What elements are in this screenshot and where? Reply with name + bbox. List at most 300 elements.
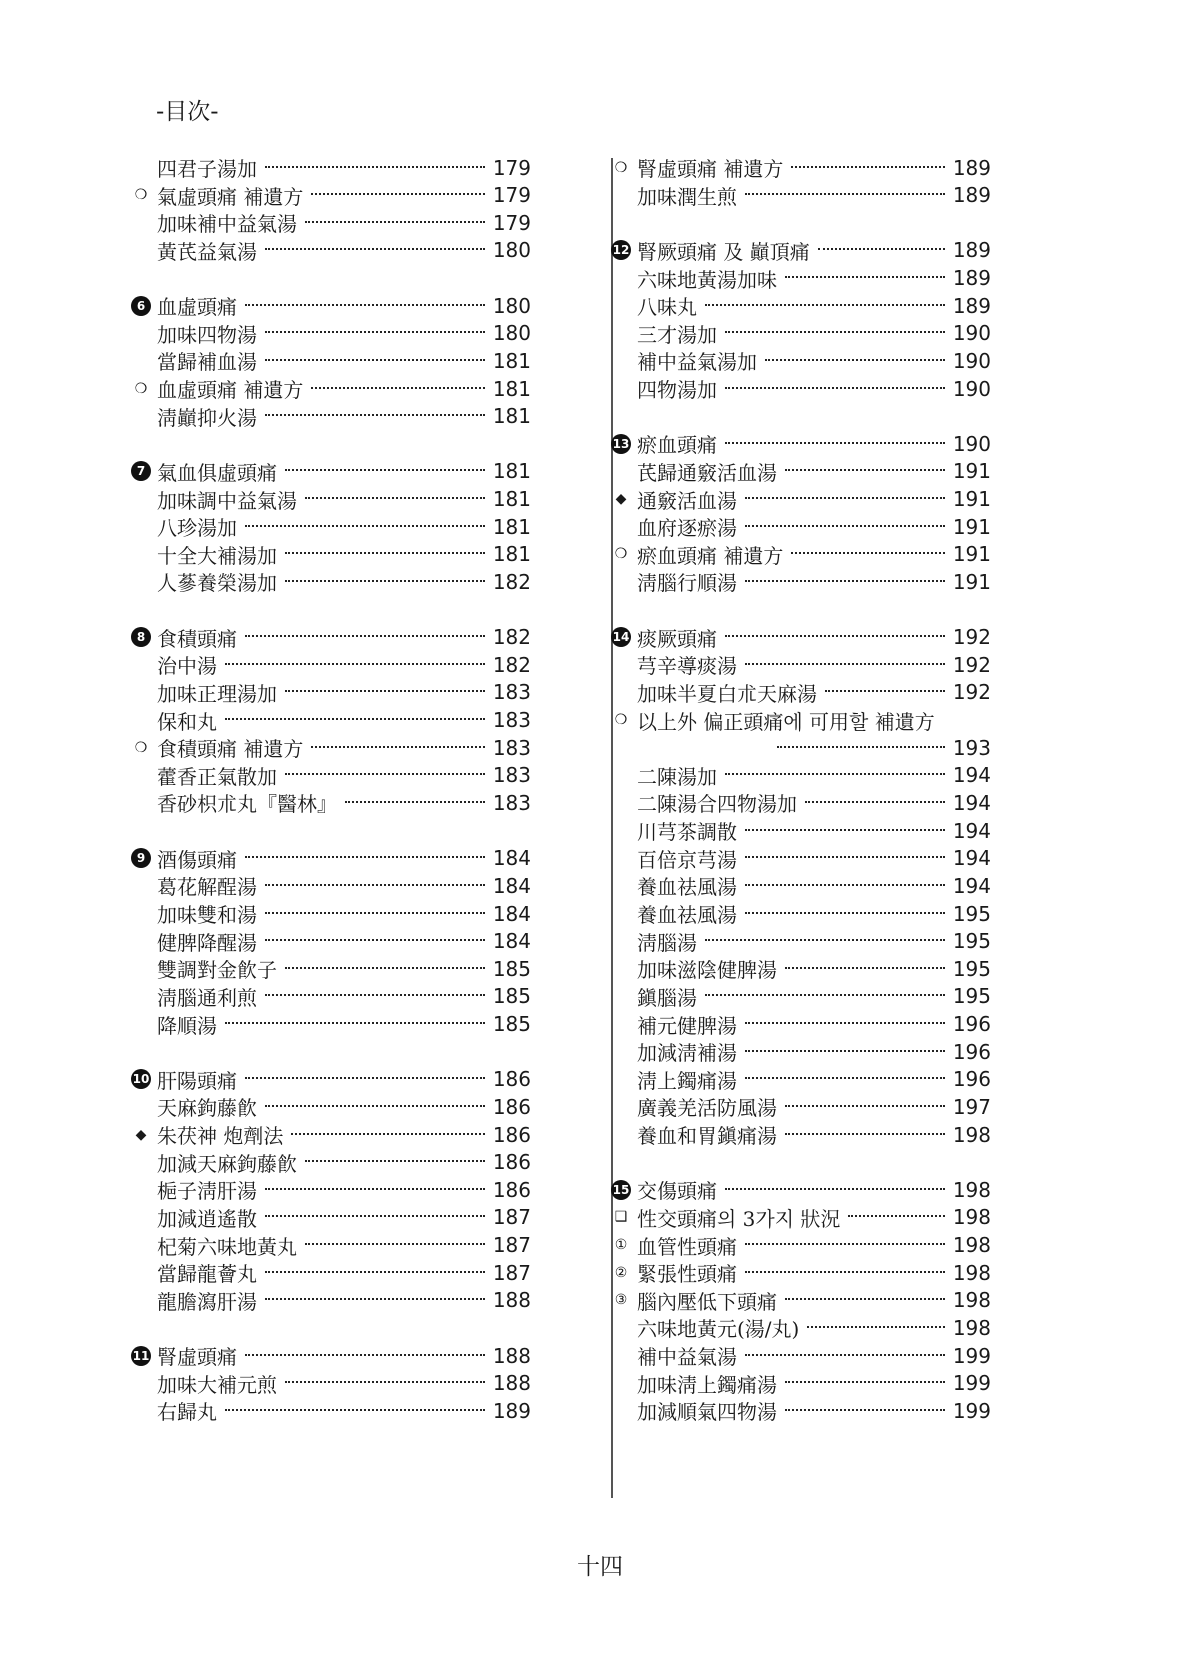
entry-title: 以上外 偏正頭痛에 可用할 補遺方 xyxy=(637,709,935,734)
entry-title: 保和丸 xyxy=(157,709,217,734)
toc-entry[interactable] xyxy=(131,1120,531,1149)
toc-entry[interactable] xyxy=(637,1341,991,1370)
entry-page-number: 188 xyxy=(492,1343,531,1368)
toc-entry[interactable] xyxy=(611,540,991,569)
entry-title: 加味潤生煎 xyxy=(637,184,737,209)
entry-page-number: 188 xyxy=(492,1288,531,1313)
entry-page-number: 189 xyxy=(952,266,991,291)
section-number-badge: 7 xyxy=(131,461,151,481)
bullet-icon: ◆ xyxy=(135,1126,147,1143)
toc-entry[interactable] xyxy=(637,346,991,375)
dot-leader xyxy=(265,1298,485,1300)
toc-entry[interactable] xyxy=(637,1369,991,1398)
entry-page-number: 191 xyxy=(952,542,991,567)
toc-section-heading[interactable] xyxy=(611,623,991,652)
dot-leader xyxy=(765,359,945,361)
toc-section-heading[interactable] xyxy=(611,236,991,265)
toc-entry[interactable] xyxy=(637,1396,991,1425)
dot-leader xyxy=(745,525,945,527)
entry-page-number: 198 xyxy=(952,1122,991,1147)
toc-entry[interactable] xyxy=(157,1175,531,1204)
dot-leader xyxy=(785,1105,945,1107)
entry-title: 血虛頭痛 補遺方 xyxy=(157,378,304,403)
entry-title: 健脾降醒湯 xyxy=(157,930,257,955)
toc-entry[interactable] xyxy=(611,1258,991,1287)
entry-title: 三才湯加 xyxy=(637,322,717,347)
dot-leader xyxy=(285,552,485,554)
entry-title: 加減天麻鉤藤飮 xyxy=(157,1151,297,1176)
dot-leader xyxy=(745,497,945,499)
entry-page-number: 183 xyxy=(492,680,531,705)
dot-leader xyxy=(745,1243,945,1245)
dot-leader xyxy=(265,359,485,361)
entry-title: 加味滋陰健脾湯 xyxy=(637,958,777,983)
entry-title: 加減順氣四物湯 xyxy=(637,1400,777,1425)
entry-title: 治中湯 xyxy=(157,654,217,679)
toc-section-heading[interactable] xyxy=(131,844,531,873)
toc-entry[interactable] xyxy=(157,512,531,541)
entry-title: 腎虛頭痛 補遺方 xyxy=(637,157,784,181)
entry-page-number: 196 xyxy=(952,1039,991,1064)
toc-entry[interactable] xyxy=(637,512,991,541)
toc-entry[interactable] xyxy=(637,844,991,873)
entry-page-number: 184 xyxy=(492,901,531,926)
page-number: 十四 xyxy=(577,1554,623,1580)
entry-title: 加味調中益氣湯 xyxy=(157,488,297,513)
entry-page-number: 198 xyxy=(952,1205,991,1230)
toc-entry[interactable] xyxy=(157,1148,531,1177)
entry-title: 養血祛風湯 xyxy=(637,875,737,900)
entry-title: 六味地黃元(湯/丸) xyxy=(637,1317,800,1342)
dot-leader xyxy=(745,1022,945,1024)
entry-title: 加味淸上鐲痛湯 xyxy=(637,1372,777,1397)
toc-entry[interactable] xyxy=(157,567,531,596)
toc-section-heading[interactable] xyxy=(131,1065,531,1094)
entry-title: 腦內壓低下頭痛 xyxy=(637,1289,777,1314)
toc-entry[interactable] xyxy=(157,788,531,817)
dot-leader xyxy=(745,1271,945,1273)
entry-page-number: 181 xyxy=(492,376,531,401)
entry-title: 補中益氣湯 xyxy=(637,1345,737,1370)
toc-entry[interactable] xyxy=(157,1203,531,1232)
bullet-icon: ② xyxy=(614,1264,628,1281)
dot-leader xyxy=(745,856,945,858)
bullet-icon: ◆ xyxy=(615,491,627,508)
entry-title: 川芎茶調散 xyxy=(637,820,737,845)
toc-entry[interactable] xyxy=(157,1396,531,1425)
entry-page-number: 193 xyxy=(952,735,991,760)
dot-leader xyxy=(807,1326,944,1328)
entry-page-number: 186 xyxy=(492,1150,531,1175)
entry-title: 右歸丸 xyxy=(157,1400,217,1425)
toc-section-heading[interactable] xyxy=(131,291,531,320)
toc-entry[interactable] xyxy=(131,181,531,210)
toc-entry[interactable] xyxy=(157,761,531,790)
dot-leader xyxy=(785,1133,945,1135)
section-number-badge: 12 xyxy=(611,240,631,260)
dot-leader xyxy=(705,304,945,306)
entry-title: 養血祛風湯 xyxy=(637,903,737,927)
toc-entry[interactable] xyxy=(637,982,991,1011)
entry-page-number: 185 xyxy=(492,956,531,981)
toc-entry[interactable] xyxy=(637,816,991,845)
entry-title: 淸巓抑火湯 xyxy=(157,405,257,430)
dot-leader xyxy=(265,939,485,941)
entry-page-number: 190 xyxy=(952,321,991,346)
entry-page-number: 179 xyxy=(492,210,531,235)
toc-entry[interactable] xyxy=(157,871,531,900)
dot-leader xyxy=(265,912,485,914)
dot-leader xyxy=(791,552,944,554)
dot-leader xyxy=(725,442,945,444)
entry-page-number: 194 xyxy=(952,763,991,788)
entry-page-number: 189 xyxy=(492,1398,531,1423)
dot-leader xyxy=(745,884,945,886)
entry-page-number: 182 xyxy=(492,625,531,650)
entry-title: 降順湯 xyxy=(157,1013,217,1038)
entry-title: 加味雙和湯 xyxy=(157,903,257,927)
entry-page-number: 184 xyxy=(492,873,531,898)
toc-entry[interactable] xyxy=(157,678,531,707)
dot-leader xyxy=(777,746,945,748)
entry-title: 加味大補元煎 xyxy=(157,1372,277,1397)
toc-entry[interactable] xyxy=(637,871,991,900)
entry-page-number: 186 xyxy=(492,1177,531,1202)
toc-entry[interactable] xyxy=(157,706,531,735)
toc-entry[interactable] xyxy=(637,567,991,596)
entry-page-number: 181 xyxy=(492,487,531,512)
dot-leader xyxy=(265,1215,485,1217)
bullet-icon: ❍ xyxy=(134,739,148,756)
entry-page-number: 181 xyxy=(492,459,531,484)
entry-title: 淸上鐲痛湯 xyxy=(637,1068,737,1093)
entry-title: 人蔘養榮湯加 xyxy=(157,571,277,596)
toc-entry[interactable] xyxy=(637,733,991,762)
toc-entry[interactable] xyxy=(611,153,991,182)
dot-leader xyxy=(785,1409,945,1411)
dot-leader xyxy=(285,967,485,969)
entry-title: 血府逐瘀湯 xyxy=(637,516,737,541)
dot-leader xyxy=(245,1354,485,1356)
dot-leader xyxy=(848,1215,944,1217)
toc-entry[interactable] xyxy=(611,706,991,735)
section-number-badge: 15 xyxy=(611,1180,631,1200)
entry-page-number: 189 xyxy=(952,293,991,318)
entry-page-number: 186 xyxy=(492,1122,531,1147)
toc-entry[interactable] xyxy=(157,319,531,348)
dot-leader xyxy=(725,635,945,637)
toc-entry[interactable] xyxy=(157,485,531,514)
dot-leader xyxy=(285,690,485,692)
entry-page-number: 181 xyxy=(492,514,531,539)
dot-leader xyxy=(791,166,944,168)
toc-entry[interactable] xyxy=(637,761,991,790)
toc-entry[interactable] xyxy=(157,208,531,237)
entry-page-number: 194 xyxy=(952,818,991,843)
entry-title: 六味地黃湯加味 xyxy=(637,267,777,292)
entry-title: 氣血俱虛頭痛 xyxy=(157,460,277,485)
dot-leader xyxy=(265,1105,485,1107)
dot-leader xyxy=(265,994,485,996)
entry-page-number: 182 xyxy=(492,569,531,594)
toc-entry[interactable] xyxy=(157,650,531,679)
entry-page-number: 191 xyxy=(952,459,991,484)
section-number-badge: 10 xyxy=(131,1069,151,1089)
entry-title: 加味四物湯 xyxy=(157,322,257,347)
dot-leader xyxy=(245,856,485,858)
entry-page-number: 181 xyxy=(492,404,531,429)
dot-leader xyxy=(785,469,945,471)
toc-entry[interactable] xyxy=(637,1065,991,1094)
entry-page-number: 183 xyxy=(492,735,531,760)
toc-entry[interactable] xyxy=(611,1286,991,1315)
entry-title: 加減逍遙散 xyxy=(157,1206,257,1231)
entry-title: 朱茯神 炮劑法 xyxy=(157,1124,284,1149)
toc-entry[interactable] xyxy=(637,1010,991,1039)
bullet-icon: ① xyxy=(614,1237,628,1254)
entry-title: 百倍京芎湯 xyxy=(637,847,737,872)
toc-entry[interactable] xyxy=(131,374,531,403)
entry-page-number: 180 xyxy=(492,321,531,346)
entry-title: 二陳湯合四物湯加 xyxy=(637,792,797,817)
toc-entry[interactable] xyxy=(637,181,991,210)
toc-entry[interactable] xyxy=(157,236,531,265)
dot-leader xyxy=(745,193,945,195)
entry-title: 四物湯加 xyxy=(637,378,717,403)
toc-entry[interactable] xyxy=(157,1092,531,1121)
entry-page-number: 185 xyxy=(492,984,531,1009)
toc-entry[interactable] xyxy=(637,954,991,983)
entry-title: 芎辛導痰湯 xyxy=(637,654,737,679)
dot-leader xyxy=(785,967,945,969)
dot-leader xyxy=(285,1381,485,1383)
toc-entry[interactable] xyxy=(157,1258,531,1287)
dot-leader xyxy=(225,1022,485,1024)
toc-entry[interactable] xyxy=(157,540,531,569)
toc-entry[interactable] xyxy=(157,153,531,182)
entry-page-number: 185 xyxy=(492,1012,531,1037)
entry-title: 鎭腦湯 xyxy=(637,985,697,1010)
toc-entry[interactable] xyxy=(637,927,991,956)
entry-page-number: 191 xyxy=(952,487,991,512)
entry-title: 淸腦通利煎 xyxy=(157,985,257,1010)
dot-leader xyxy=(305,1243,485,1245)
entry-title: 性交頭痛의 3가지 狀況 xyxy=(637,1206,841,1231)
toc-entry[interactable] xyxy=(157,899,531,928)
toc-entry[interactable] xyxy=(637,1313,991,1342)
dot-leader xyxy=(705,939,945,941)
entry-title: 淸腦湯 xyxy=(637,930,697,955)
toc-entry[interactable] xyxy=(637,1037,991,1066)
toc-entry[interactable] xyxy=(157,346,531,375)
entry-title: 瘀血頭痛 xyxy=(637,433,717,458)
entry-title: 杞菊六味地黃丸 xyxy=(157,1234,297,1259)
entry-title: 補元健脾湯 xyxy=(637,1013,737,1038)
dot-leader xyxy=(265,166,485,168)
toc-section-heading[interactable] xyxy=(611,429,991,458)
entry-title: 十全大補湯加 xyxy=(157,543,277,568)
toc-entry[interactable] xyxy=(157,1369,531,1398)
dot-leader xyxy=(245,304,485,306)
bullet-icon: ❍ xyxy=(134,187,148,204)
toc-entry[interactable] xyxy=(637,1092,991,1121)
dot-leader xyxy=(311,193,484,195)
entry-title: 酒傷頭痛 xyxy=(157,847,237,872)
entry-page-number: 199 xyxy=(952,1398,991,1423)
dot-leader xyxy=(285,469,485,471)
entry-page-number: 194 xyxy=(952,790,991,815)
dot-leader xyxy=(305,497,485,499)
entry-page-number: 194 xyxy=(952,846,991,871)
entry-page-number: 195 xyxy=(952,984,991,1009)
dot-leader xyxy=(265,248,485,250)
toc-entry[interactable] xyxy=(157,954,531,983)
toc-entry[interactable] xyxy=(637,678,991,707)
toc-entry[interactable] xyxy=(157,1286,531,1315)
entry-title: 芪歸通竅活血湯 xyxy=(637,460,777,485)
dot-leader xyxy=(265,884,485,886)
entry-title: 瘀血頭痛 補遺方 xyxy=(637,543,784,568)
dot-leader xyxy=(265,1188,485,1190)
dot-leader xyxy=(785,1298,945,1300)
bullet-icon: ❍ xyxy=(614,712,628,729)
entry-page-number: 192 xyxy=(952,652,991,677)
entry-title: 加減淸補湯 xyxy=(637,1041,737,1066)
entry-title: 淸腦行順湯 xyxy=(637,571,737,596)
entry-title: 交傷頭痛 xyxy=(637,1179,717,1204)
entry-page-number: 199 xyxy=(952,1343,991,1368)
toc-section-heading[interactable] xyxy=(131,623,531,652)
toc-entry[interactable] xyxy=(637,1120,991,1149)
entry-title: 加味半夏白朮天麻湯 xyxy=(637,681,817,706)
dot-leader xyxy=(265,1271,485,1273)
dot-leader xyxy=(311,746,484,748)
toc-entry[interactable] xyxy=(157,982,531,1011)
dot-leader xyxy=(265,331,485,333)
entry-title: 八珍湯加 xyxy=(157,516,237,541)
entry-page-number: 192 xyxy=(952,625,991,650)
toc-entry[interactable] xyxy=(637,788,991,817)
toc-entry[interactable] xyxy=(611,1203,991,1232)
entry-title: 通竅活血湯 xyxy=(637,488,737,513)
toc-entry[interactable] xyxy=(157,402,531,431)
bullet-icon: ❍ xyxy=(134,380,148,397)
dot-leader xyxy=(225,1409,485,1411)
toc-entry[interactable] xyxy=(611,1231,991,1260)
page-header: -目次- xyxy=(156,99,219,125)
entry-title: 四君子湯加 xyxy=(157,157,257,181)
dot-leader xyxy=(705,994,945,996)
entry-page-number: 179 xyxy=(492,183,531,208)
section-number-badge: 13 xyxy=(611,434,631,454)
toc-section-heading[interactable] xyxy=(131,1341,531,1370)
entry-title: 痰厥頭痛 xyxy=(637,626,717,651)
entry-page-number: 195 xyxy=(952,956,991,981)
entry-title: 龍膽瀉肝湯 xyxy=(157,1289,257,1314)
toc-entry[interactable] xyxy=(637,457,991,486)
entry-page-number: 180 xyxy=(492,238,531,263)
dot-leader xyxy=(285,580,485,582)
dot-leader xyxy=(785,276,945,278)
entry-page-number: 196 xyxy=(952,1012,991,1037)
entry-title: 梔子淸肝湯 xyxy=(157,1179,257,1204)
entry-title: 加味正理湯加 xyxy=(157,681,277,706)
toc-entry[interactable] xyxy=(611,485,991,514)
toc-section-heading[interactable] xyxy=(611,1175,991,1204)
dot-leader xyxy=(745,1050,945,1052)
bullet-icon: ❑ xyxy=(614,1209,628,1226)
dot-leader xyxy=(745,1354,945,1356)
toc-entry[interactable] xyxy=(637,899,991,928)
toc-entry[interactable] xyxy=(637,319,991,348)
entry-page-number: 184 xyxy=(492,846,531,871)
entry-title: 補中益氣湯加 xyxy=(637,350,757,375)
entry-page-number: 198 xyxy=(952,1288,991,1313)
toc-entry[interactable] xyxy=(157,927,531,956)
entry-page-number: 181 xyxy=(492,348,531,373)
entry-page-number: 186 xyxy=(492,1067,531,1092)
entry-page-number: 183 xyxy=(492,790,531,815)
entry-page-number: 180 xyxy=(492,293,531,318)
entry-page-number: 195 xyxy=(952,929,991,954)
entry-page-number: 187 xyxy=(492,1205,531,1230)
bullet-icon: ❍ xyxy=(614,159,628,176)
section-number-badge: 11 xyxy=(131,1346,151,1366)
entry-title: 葛花解酲湯 xyxy=(157,875,257,900)
entry-page-number: 183 xyxy=(492,763,531,788)
toc-entry[interactable] xyxy=(637,264,991,293)
entry-page-number: 198 xyxy=(952,1233,991,1258)
entry-page-number: 179 xyxy=(492,155,531,180)
section-number-badge: 14 xyxy=(611,627,631,647)
entry-title: 八味丸 xyxy=(637,295,697,320)
toc-entry[interactable] xyxy=(131,733,531,762)
entry-page-number: 181 xyxy=(492,542,531,567)
toc-section-heading[interactable] xyxy=(131,457,531,486)
toc-entry[interactable] xyxy=(637,374,991,403)
dot-leader xyxy=(725,1188,945,1190)
dot-leader xyxy=(245,525,485,527)
entry-page-number: 199 xyxy=(952,1371,991,1396)
entry-page-number: 191 xyxy=(952,514,991,539)
entry-page-number: 198 xyxy=(952,1315,991,1340)
dot-leader xyxy=(311,387,484,389)
entry-page-number: 189 xyxy=(952,183,991,208)
bullet-icon: ③ xyxy=(614,1292,628,1309)
entry-page-number: 189 xyxy=(952,238,991,263)
entry-page-number: 182 xyxy=(492,652,531,677)
entry-page-number: 195 xyxy=(952,901,991,926)
toc-entry[interactable] xyxy=(157,1010,531,1039)
entry-title: 食積頭痛 補遺方 xyxy=(157,737,304,762)
dot-leader xyxy=(725,387,945,389)
entry-title: 養血和胃鎭痛湯 xyxy=(637,1124,777,1149)
entry-title: 當歸補血湯 xyxy=(157,350,257,375)
entry-title: 緊張性頭痛 xyxy=(637,1262,737,1287)
toc-entry[interactable] xyxy=(637,291,991,320)
dot-leader xyxy=(725,773,945,775)
toc-entry[interactable] xyxy=(637,650,991,679)
entry-title: 血管性頭痛 xyxy=(637,1234,737,1259)
entry-page-number: 183 xyxy=(492,708,531,733)
entry-page-number: 187 xyxy=(492,1233,531,1258)
entry-page-number: 190 xyxy=(952,376,991,401)
toc-entry[interactable] xyxy=(157,1231,531,1260)
dot-leader xyxy=(225,663,485,665)
dot-leader xyxy=(291,1133,484,1135)
entry-page-number: 184 xyxy=(492,929,531,954)
dot-leader xyxy=(785,1381,945,1383)
